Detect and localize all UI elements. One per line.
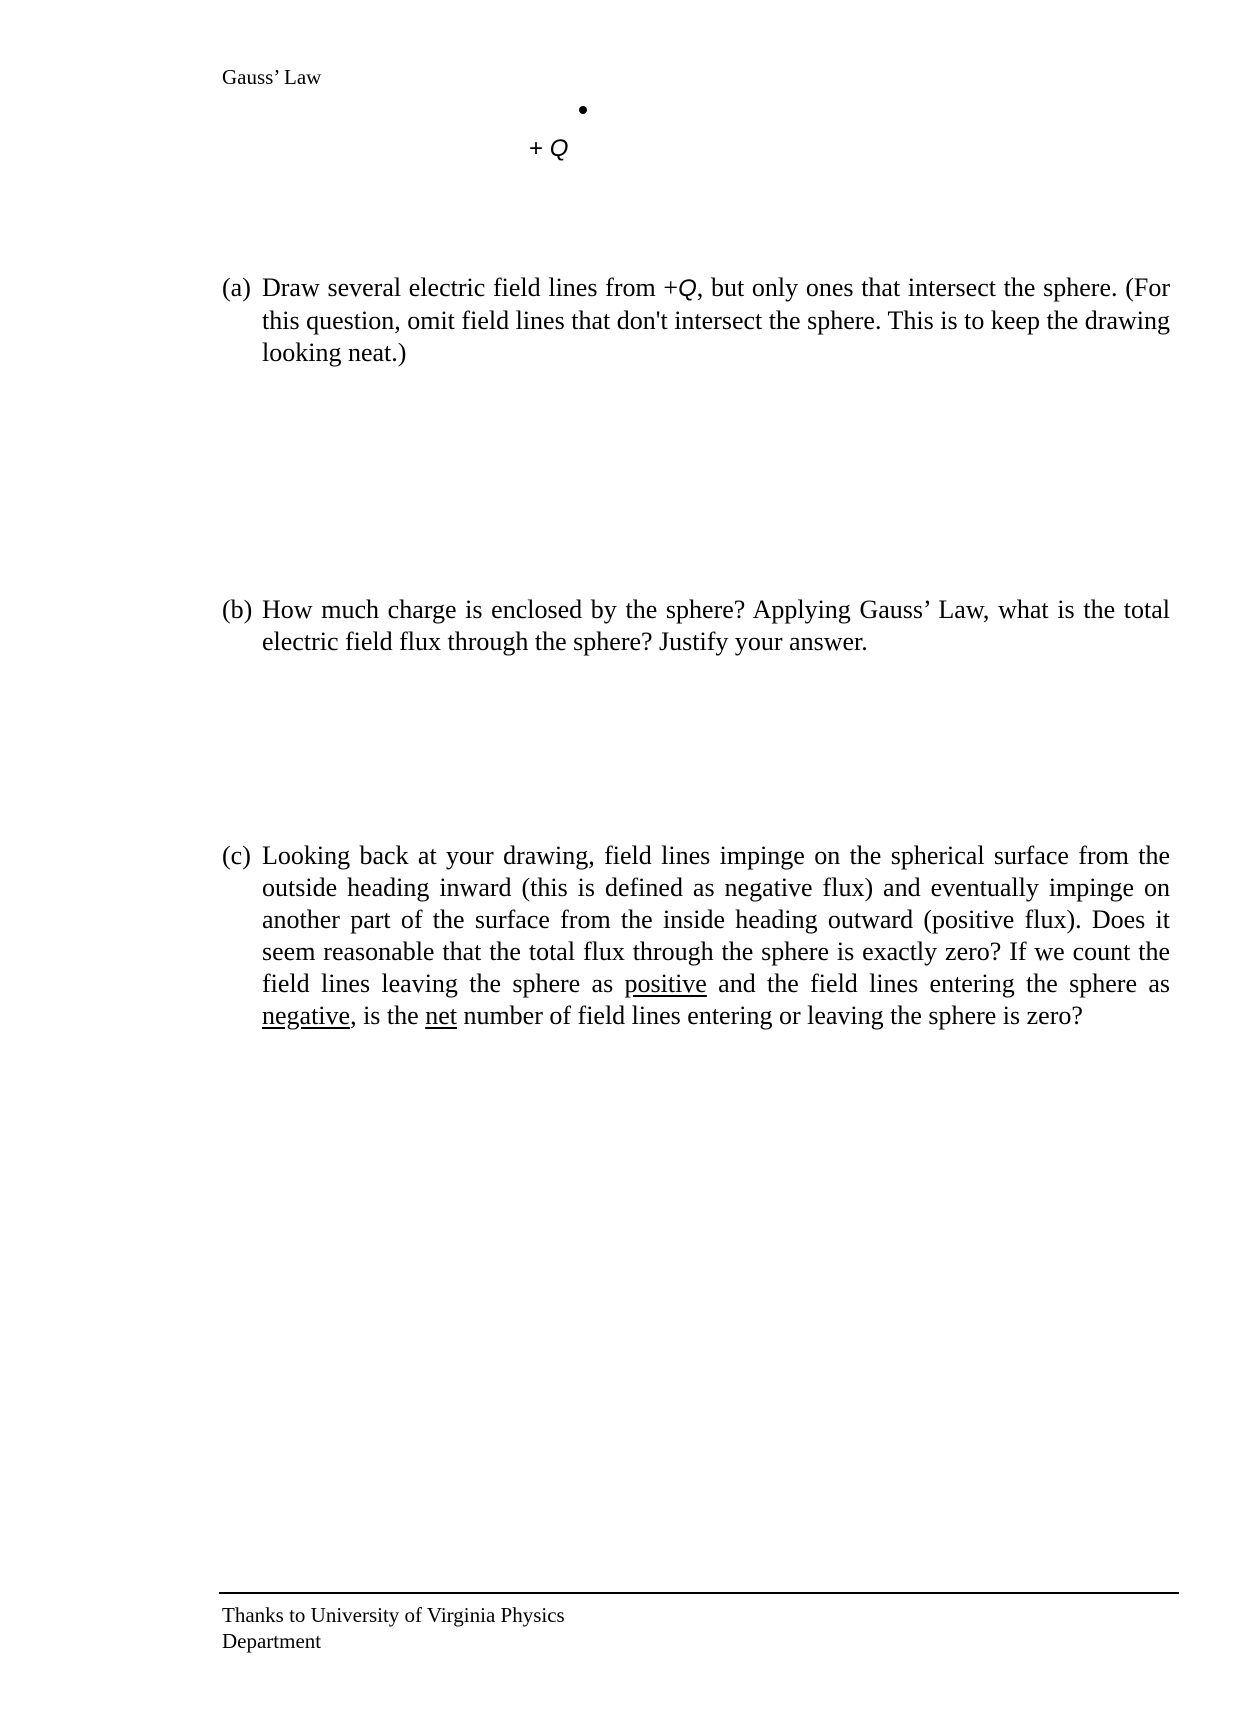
page-header-title: Gauss’ Law bbox=[222, 65, 322, 89]
question-a-charge-symbol: Q bbox=[678, 275, 697, 302]
footer-credit: Thanks to University of Virginia Physics Department bbox=[222, 1603, 565, 1653]
question-a-text-part-1: Draw several electric field lines from + bbox=[262, 273, 679, 302]
underlined-negative: negative bbox=[262, 1001, 351, 1030]
question-c-text-part-4: number of field lines entering or leaving the sphere is zero? bbox=[456, 1001, 1083, 1030]
question-a-text-part-2: , but only ones that intersect the sphere. (For this question, omit field lines that don't intersect the sphere. This is to keep the drawing looking neat.) bbox=[262, 273, 1170, 367]
charge-symbol: Q bbox=[549, 135, 569, 162]
question-b bbox=[222, 594, 1170, 658]
point-charge-dot bbox=[579, 106, 587, 114]
question-c-text-part-1: Looking back at your drawing, field lines impinge on the spherical surface from the outside heading inward (this is defined as negative flux) and eventually impinge on another part of the surface from the inside heading outward (positive flux). Does it seem reasonable that the total flux through the sphere is exactly zero? If we count the field lines leaving the sphere as bbox=[262, 841, 1170, 998]
underlined-net: net bbox=[425, 1001, 457, 1030]
question-a bbox=[222, 272, 1170, 369]
question-b-label: (b) bbox=[222, 595, 253, 624]
question-c bbox=[222, 840, 1170, 1032]
question-c-text-part-3: , is the bbox=[350, 1001, 426, 1030]
footer-divider bbox=[219, 1592, 1179, 1594]
question-c-text-part-2: and the field lines entering the sphere as bbox=[706, 969, 1170, 998]
charge-label bbox=[529, 134, 568, 164]
question-a-text bbox=[262, 272, 1170, 369]
question-b-text: How much charge is enclosed by the sphere? Applying Gauss’ Law, what is the total electric field flux through the sphere? Justify your answer. bbox=[262, 595, 1170, 656]
underlined-positive: positive bbox=[624, 969, 707, 998]
charge-sign: + bbox=[529, 135, 550, 162]
question-a-label: (a) bbox=[222, 273, 251, 302]
question-c-label: (c) bbox=[222, 841, 251, 870]
question-c-text bbox=[262, 840, 1170, 1032]
